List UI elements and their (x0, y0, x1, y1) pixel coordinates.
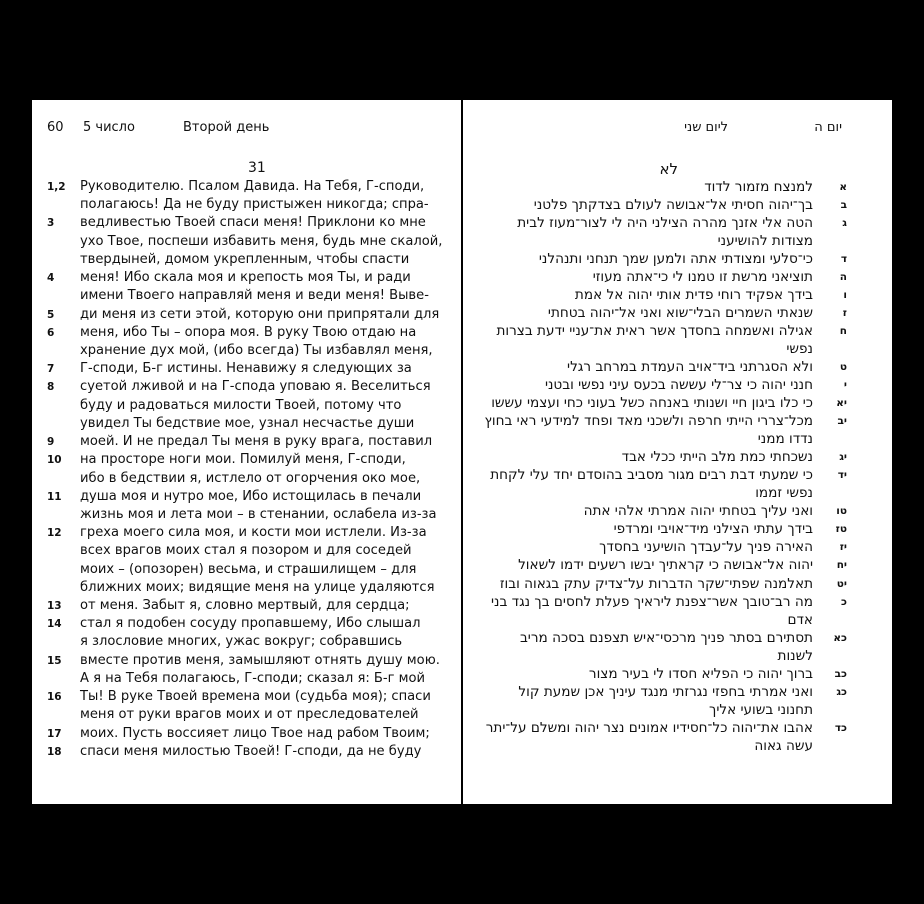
text-line (463, 466, 892, 484)
verse-text: לשנות (777, 647, 813, 664)
verse-number: ד (840, 252, 847, 265)
verse-number: יג (839, 451, 847, 464)
text-line (32, 597, 461, 615)
verse-text: אגילה ואשמחה בחסדך אשר ראית את־עניי ידעת בצרות (496, 322, 813, 339)
text-line (32, 196, 461, 214)
text-line (32, 743, 461, 761)
verse-text: от меня. Забыт я, словно мертвый, для сердца; (80, 598, 410, 614)
text-line (463, 593, 892, 611)
text-line (463, 340, 892, 358)
text-line (32, 233, 461, 251)
text-line (463, 701, 892, 719)
text-line (463, 250, 892, 268)
verse-number: כא (833, 631, 847, 644)
russian-text (32, 178, 461, 761)
verse-text: חנני יהוה כי צר־לי עששה בכעס עיני נפשי ובטני (544, 377, 813, 394)
verse-number: כג (836, 685, 847, 698)
verse-text: Г-споди, Б-г истины. Ненавижу я следующих за (80, 361, 412, 377)
verse-text: שנאתי השמרים הבלי־שוא ואני אל־יהוה בטחתי (547, 304, 813, 321)
verse-number: טו (836, 505, 847, 518)
text-line (32, 506, 461, 524)
text-line (32, 725, 461, 743)
verse-number: ג (842, 216, 847, 229)
text-line (32, 706, 461, 724)
text-line (32, 306, 461, 324)
text-line (463, 737, 892, 755)
psalm-number-hebrew: לא (659, 160, 678, 178)
text-line (32, 324, 461, 342)
verse-text: הטה אלי אזנך מהרה הצילני היה לי לצור־מעוז לבית (517, 214, 813, 231)
text-line (32, 470, 461, 488)
text-line (32, 433, 461, 451)
verse-number: כד (834, 721, 847, 734)
verse-text: на просторе ноги мои. Помилуй меня, Г-споди, (80, 452, 406, 468)
verse-text: תסתירם בסתר פניך מרכסי־איש תצפנם בסכה מריב (519, 629, 813, 646)
verse-number: 12 (47, 527, 62, 540)
text-line (463, 719, 892, 737)
verse-number: 5 (47, 308, 55, 321)
verse-number: 16 (47, 691, 62, 704)
verse-number: ח (839, 324, 847, 337)
verse-number: יד (837, 469, 847, 482)
verse-text: увидел Ты бедствие мое, узнал несчастье души (80, 415, 415, 431)
text-line (463, 322, 892, 340)
text-line (463, 647, 892, 665)
verse-text: מכל־צררי הייתי חרפה ולשכני מאד ופחד למידעי ראי בחוץ (484, 413, 813, 430)
text-line (32, 397, 461, 415)
verse-number: 9 (47, 436, 55, 449)
verse-number: כ (841, 595, 847, 608)
verse-number: 14 (47, 618, 62, 631)
text-line (463, 665, 892, 683)
text-line (463, 430, 892, 448)
text-line (32, 670, 461, 688)
verse-text: מצודות להושיעני (717, 232, 813, 249)
verse-text: כי־סלעי ומצודתי אתה ולמען שמך תנחני ותנהלני (538, 250, 813, 267)
text-line (463, 232, 892, 250)
verse-number: 8 (47, 381, 55, 394)
text-line (463, 556, 892, 574)
verse-text: меня! Ибо скала моя и крепость моя Ты, и ради (80, 270, 411, 286)
text-line (32, 287, 461, 305)
text-line (463, 178, 892, 196)
verse-text: меня от руки врагов моих и от преследователей (80, 707, 419, 723)
verse-number: יט (836, 577, 847, 590)
verse-text: נשכחתי כמת מלב הייתי ככלי אבד (621, 449, 813, 466)
verse-text: בידך עתתי הצילני מיד־אויבי ומרדפי (613, 521, 813, 538)
verse-text: כי שמעתי דבת רבים מגור מסביב בהוסדם יחד עלי לקחת (490, 467, 813, 484)
text-line (463, 214, 892, 232)
verse-text: בך־יהוה חסיתי אל־אבושה לעולם בצדקתך פלטני (533, 196, 813, 213)
text-line (32, 561, 461, 579)
text-line (32, 251, 461, 269)
verse-number: 11 (47, 490, 62, 503)
verse-number: 10 (47, 454, 62, 467)
verse-text: ברוך יהוה כי הפליא חסדו לי בעיר מצור (588, 665, 813, 682)
verse-number: 18 (47, 745, 62, 758)
text-line (32, 360, 461, 378)
right-page (463, 100, 892, 804)
text-line (32, 451, 461, 469)
verse-number: 17 (47, 727, 62, 740)
verse-text: полагаюсь! Да не буду пристыжен никогда; спра- (80, 197, 429, 213)
date-label: 5 число (83, 120, 135, 135)
verse-number: יז (839, 541, 847, 554)
text-line (32, 615, 461, 633)
verse-text: А я на Тебя полагаюсь, Г-споди; сказал я: Б-г мой (80, 670, 426, 686)
verse-number: יח (836, 559, 847, 572)
verse-text: спаси меня милостью Твоей! Г-споди, да не буду (80, 743, 422, 759)
verse-text: ולא הסגרתני ביד־אויב העמדת במרחב רגלי (567, 358, 813, 375)
verse-text: ближних моих; видящие меня на улице удаляются (80, 579, 435, 595)
text-line (32, 688, 461, 706)
verse-number: 15 (47, 654, 62, 667)
verse-text: עשה גאוה (754, 737, 813, 754)
verse-number: טז (835, 523, 847, 536)
hebrew-text (463, 178, 892, 756)
verse-text: твердыней, домом укрепленным, чтобы спасти (80, 251, 410, 267)
verse-text: Ты! В руке Твоей времена мои (судьба моя); спаси (80, 689, 431, 705)
verse-number: ב (840, 198, 847, 211)
verse-text: всех врагов моих стал я позором и для соседей (80, 543, 412, 559)
text-line (463, 629, 892, 647)
verse-number: ט (839, 360, 847, 373)
verse-text: האירה פניך על־עבדך הושיעני בחסדך (599, 539, 813, 556)
text-line (463, 394, 892, 412)
text-line (463, 376, 892, 394)
verse-number: 13 (47, 600, 62, 613)
text-line (32, 214, 461, 232)
verse-number: ו (843, 288, 847, 301)
text-line (463, 196, 892, 214)
verse-text: ואני עליך בטחתי יהוה אמרתי אלהי אתה (583, 503, 813, 520)
verse-number: 4 (47, 272, 55, 285)
text-line (463, 683, 892, 701)
verse-number: 7 (47, 363, 55, 376)
text-line (32, 378, 461, 396)
verse-text: בידך אפקיד רוחי פדית אותי יהוה אל אמת (574, 286, 813, 303)
verse-text: תוציאני מרשת זו טמנו לי כי־אתה מעוזי (592, 268, 813, 285)
verse-text: מה רב־טובך אשר־צפנת ליראיך פעלת לחסים בך נגד בני (490, 593, 813, 610)
verse-text: имени Твоего направляй меня и веди меня! Выве- (80, 288, 429, 304)
verse-text: נפשי זממו (755, 485, 813, 502)
verse-text: ведливестью Твоей спаси меня! Приклони ко мне (80, 215, 426, 231)
verse-number: ז (842, 306, 847, 319)
verse-text: моих. Пусть воссияет лицо Твое над рабом Твоим; (80, 725, 430, 741)
verse-text: ибо в бедствии я, истлело от огорчения око мое, (80, 470, 421, 486)
text-line (463, 502, 892, 520)
verse-text: אהבו את־יהוה כל־חסידיו אמונים נצר יהוה ומשלם על־יתר (485, 719, 813, 736)
text-line (463, 575, 892, 593)
verse-number: 6 (47, 326, 55, 339)
date-label-hebrew: יום ה (814, 120, 842, 135)
day-label-hebrew: ליום שני (684, 120, 728, 135)
verse-text: ухо Твое, поспеши избавить меня, будь мне скалой, (80, 233, 443, 249)
verse-number: 1,2 (47, 181, 66, 193)
text-line (463, 448, 892, 466)
text-line (463, 358, 892, 376)
verse-text: כי כלו ביגון חיי ושנותי באנחה כשל בעוני כחי ועצמי עששו (491, 395, 813, 412)
verse-text: נדדו ממני (757, 431, 813, 448)
verse-text: моей. И не предал Ты меня в руку врага, поставил (80, 434, 433, 450)
text-line (32, 415, 461, 433)
verse-text: хранение дух мой, (ибо всегда) Ты избавлял меня, (80, 342, 433, 358)
verse-number: 3 (47, 217, 55, 230)
verse-text: душа моя и нутро мое, Ибо истощилась в печали (80, 488, 422, 504)
verse-number: כב (834, 667, 847, 680)
text-line (463, 412, 892, 430)
verse-text: אדם (787, 611, 813, 628)
text-line (463, 538, 892, 556)
text-line (32, 579, 461, 597)
text-line (32, 488, 461, 506)
text-line (32, 542, 461, 560)
text-line (32, 633, 461, 651)
text-line (463, 268, 892, 286)
page-number: 60 (47, 120, 64, 135)
verse-text: я злословие многих, ужас вокруг; собравшись (80, 634, 403, 650)
verse-text: греха моего сила моя, и кости мои истлели. Из-за (80, 525, 427, 541)
text-line (463, 304, 892, 322)
verse-text: יהוה אל־אבושה כי קראתיך יבשו רשעים ידמו לשאול (518, 557, 813, 574)
verse-number: א (839, 180, 847, 193)
verse-text: стал я подобен сосуду пропавшему, Ибо слышал (80, 616, 421, 632)
verse-text: ואני אמרתי בחפזי נגרזתי מנגד עיניך אכן שמעת קול (518, 683, 813, 700)
verse-text: תאלמנה שפתי־שקר הדברות על־צדיק עתק בגאוה ובוז (499, 575, 813, 592)
verse-text: суетой лживой и на Г-спода уповаю я. Веселиться (80, 379, 431, 395)
verse-number: ה (839, 270, 847, 283)
text-line (463, 484, 892, 502)
text-line (32, 269, 461, 287)
text-line (463, 286, 892, 304)
verse-text: буду и радоваться милости Твоей, потому что (80, 397, 402, 413)
verse-text: תחנוני בשועי אליך (709, 701, 813, 718)
verse-text: ди меня из сети этой, которую они припрятали для (80, 306, 440, 322)
verse-text: меня, ибо Ты – опора моя. В руку Твою отдаю на (80, 324, 417, 340)
verse-text: вместе против меня, замышляют отнять душу мою. (80, 652, 440, 668)
verse-text: נפשי (786, 340, 813, 357)
text-line (463, 611, 892, 629)
text-line (32, 652, 461, 670)
psalm-number: 31 (248, 160, 266, 176)
text-line (32, 342, 461, 360)
text-line (32, 178, 461, 196)
verse-text: Руководителю. Псалом Давида. На Тебя, Г-споди, (80, 179, 425, 194)
left-page (32, 100, 461, 804)
verse-text: моих – (опозорен) весьма, и страшилищем – для (80, 561, 417, 577)
text-line (463, 520, 892, 538)
verse-number: יא (836, 397, 847, 410)
day-label: Второй день (183, 120, 270, 135)
verse-number: י (843, 379, 847, 392)
verse-text: למנצח מזמור לדוד (704, 178, 813, 195)
text-line (32, 524, 461, 542)
verse-text: жизнь моя и лета мои – в стенании, ослабела из-за (80, 506, 437, 522)
verse-number: יב (837, 415, 847, 428)
